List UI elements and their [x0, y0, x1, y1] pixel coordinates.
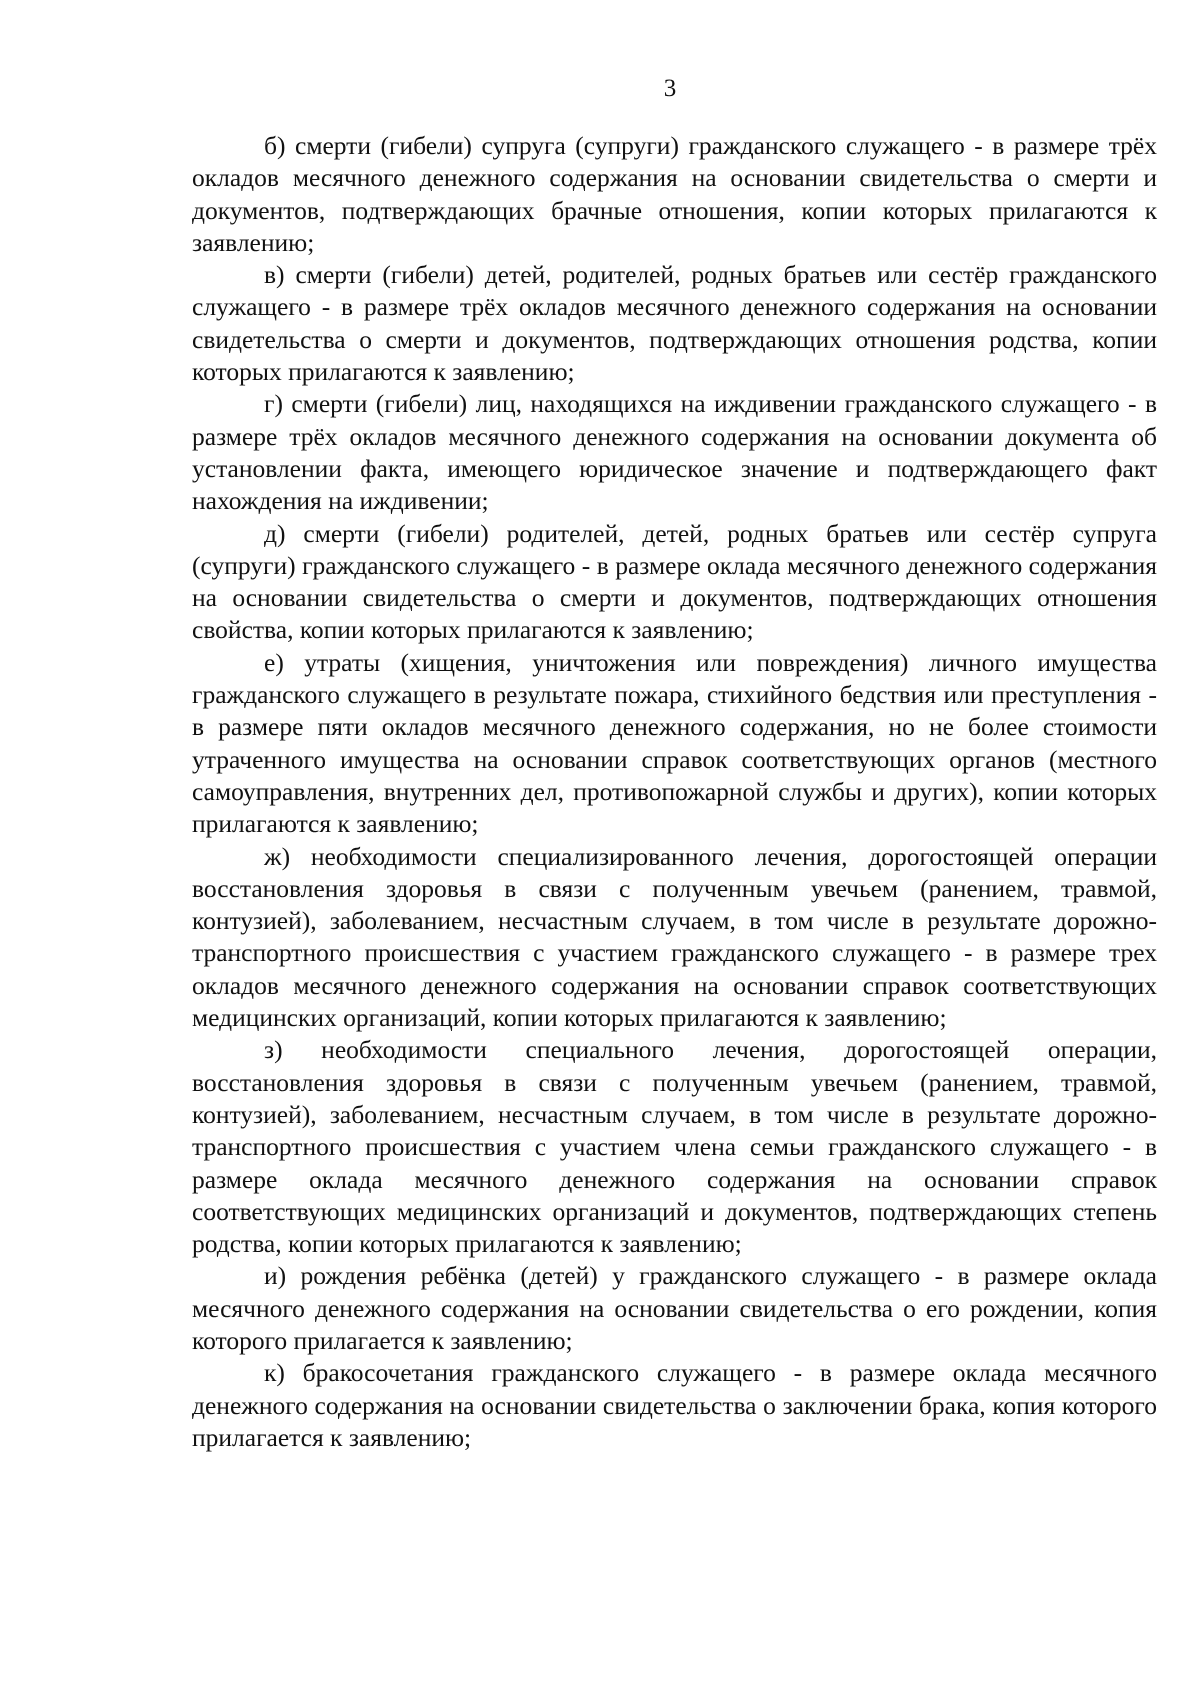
page-number: 3 [663, 75, 677, 102]
paragraph-d: д) смерти (гибели) родителей, детей, родных братьев или сестёр супруга (супруги) гражданского служащего - в размере оклада месячного денежного содержания на основании свидетельства о смерти и документов, подтверждающих отношения свойства, копии которых прилагаются к заявлению; [192, 518, 1157, 645]
paragraph-g: г) смерти (гибели) лиц, находящихся на иждивении гражданского служащего - в размере трёх окладов месячного денежного содержания на основании документа об установлении факта, имеющего юридическое значение и подтверждающего факт нахождения на иждивении; [192, 389, 1157, 516]
paragraph-k: к) бракосочетания гражданского служащего - в размере оклада месячного денежного содержания на основании свидетельства о заключении брака, копия которого прилагается к заявлению; [192, 1358, 1157, 1452]
paragraph-b: б) смерти (гибели) супруга (супруги) гражданского служащего - в размере трёх окладов месячного денежного содержания на основании свидетельства о смерти и документов, подтверждающих брачные отношения, копии которых прилагаются к заявлению; [192, 131, 1157, 257]
paragraph-e: е) утраты (хищения, уничтожения или повреждения) личного имущества гражданского служащего в результате пожара, стихийного бедствия или преступления - в размере пяти окладов месячного денежного содержания, но не более стоимости утраченного имущества на основании справок соответствующих органов (местного самоуправления, внутренних дел, противопожарной службы и других), копии которых прилагаются к заявлению; [192, 647, 1157, 839]
paragraph-i: и) рождения ребёнка (детей) у гражданского служащего - в размере оклада месячного денежного содержания на основании свидетельства о его рождении, копия которого прилагается к заявлению; [192, 1261, 1157, 1355]
document-body [192, 130, 1157, 1454]
paragraph-v: в) смерти (гибели) детей, родителей, родных братьев или сестёр гражданского служащего - в размере трёх окладов месячного денежного содержания на основании свидетельства о смерти и документов, подтверждающих отношения родства, копии которых прилагаются к заявлению; [192, 260, 1157, 387]
paragraph-zh: ж) необходимости специализированного лечения, дорогостоящей операции восстановления здоровья в связи с полученным увечьем (ранением, травмой, контузией), заболеванием, несчастным случаем, в том числе в результате дорожно-транспортного происшествия с участием гражданского служащего - в размере трех окладов месячного денежного содержания на основании справок соответствующих медицинских организаций, копии которых прилагаются к заявлению; [192, 841, 1157, 1033]
paragraph-z: з) необходимости специального лечения, дорогостоящей операции, восстановления здоровья в связи с полученным увечьем (ранением, травмой, контузией), заболеванием, несчастным случаем, в том числе в результате дорожно-транспортного происшествия с участием члена семьи гражданского служащего - в размере оклада месячного денежного содержания на основании справок соответствующих медицинских организаций и документов, подтверждающих степень родства, копии которых прилагаются к заявлению; [192, 1035, 1157, 1259]
